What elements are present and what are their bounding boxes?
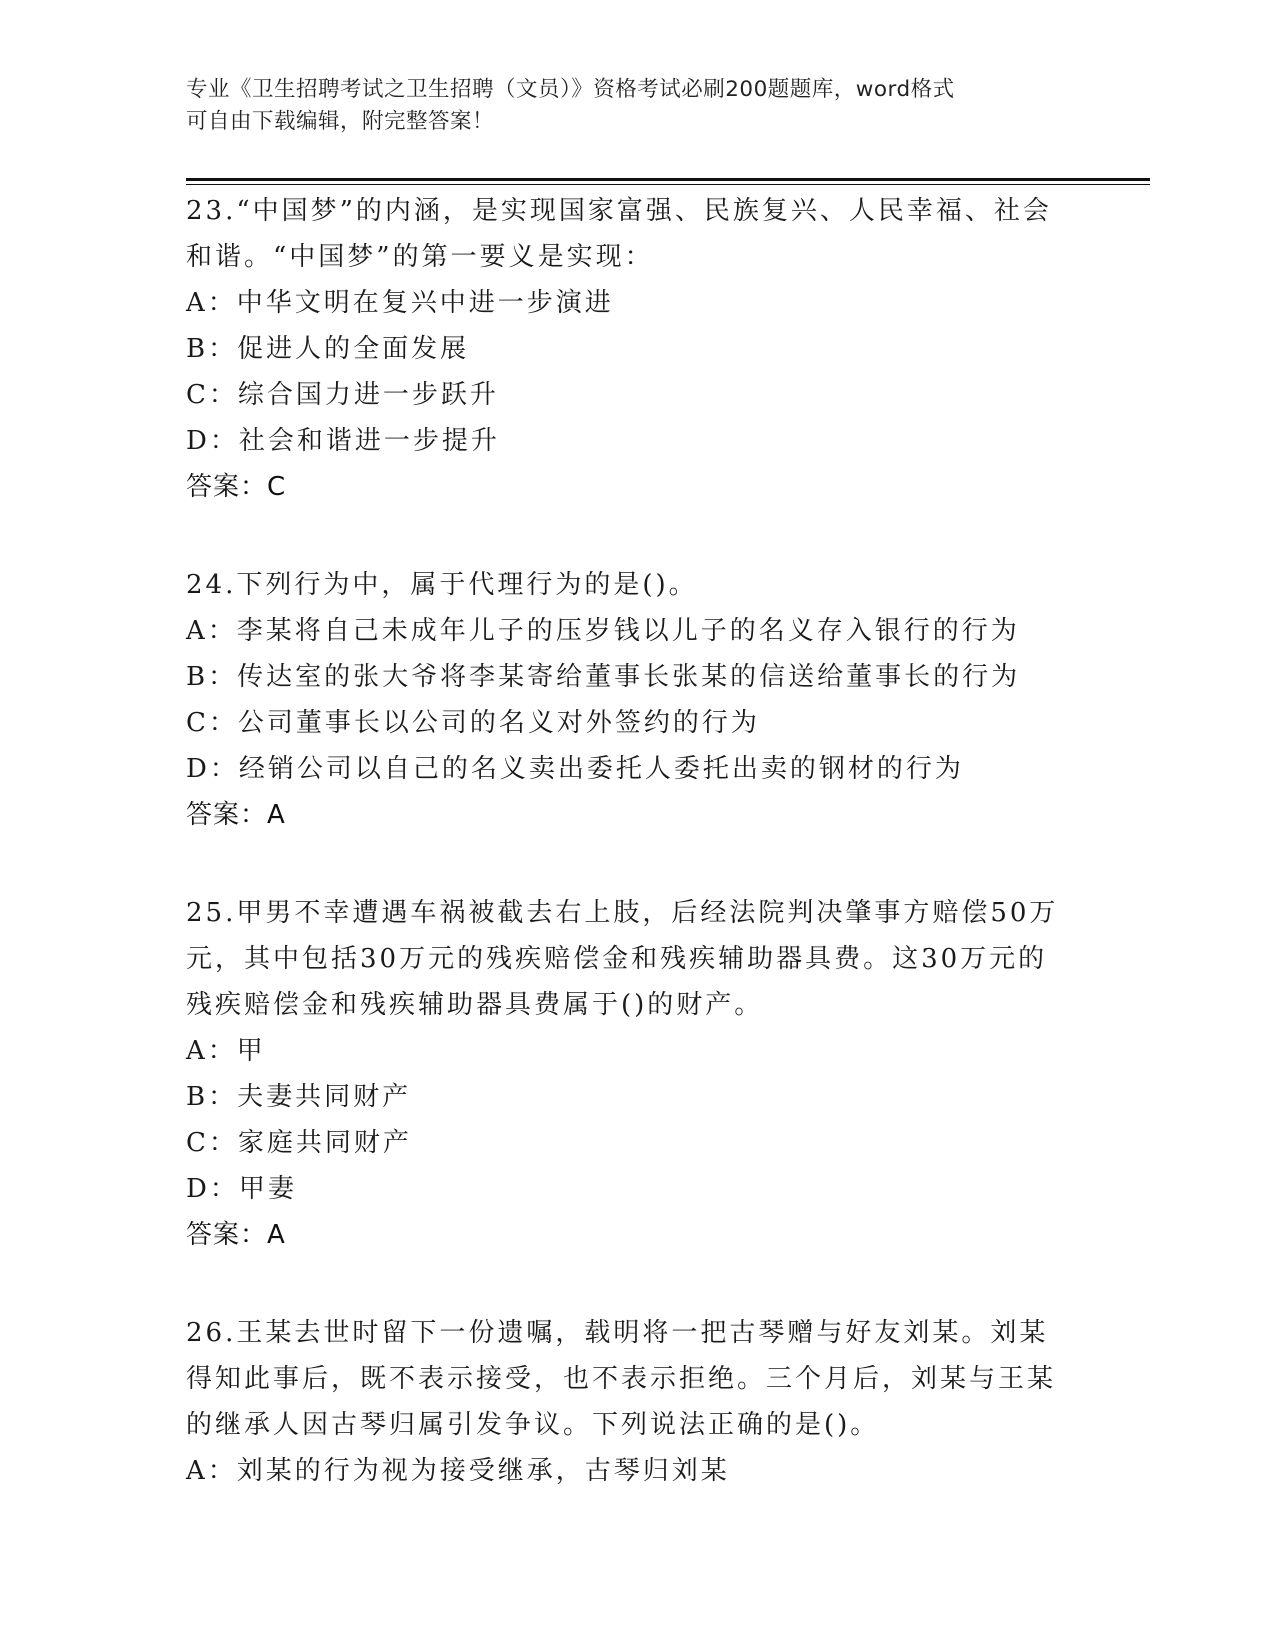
option-c: C：综合国力进一步跃升 (186, 380, 499, 410)
option-b: B：夫妻共同财产 (186, 1082, 412, 1112)
option-d: D：社会和谐进一步提升 (186, 426, 500, 456)
option-b: B：传达室的张大爷将李某寄给董事长张某的信送给董事长的行为 (186, 662, 1021, 692)
question-list (186, 188, 1076, 1546)
question-23 (186, 188, 1076, 510)
option-d: D：经销公司以自己的名义卖出委托人委托出卖的钢材的行为 (186, 754, 964, 784)
option-b: B：促进人的全面发展 (186, 334, 470, 364)
header-rule-thick (186, 178, 1150, 181)
answer-line: 答案：A (186, 800, 286, 830)
answer-line: 答案：C (186, 472, 287, 502)
question-stem: 26.王某去世时留下一份遗嘱，载明将一把古琴赠与好友刘某。刘某得知此事后，既不表示接受，也不表示拒绝。三个月后，刘某与王某的继承人因古琴归属引发争议。下列说法正确的是()。 (186, 1318, 1057, 1440)
header-rule-thin (186, 184, 1150, 185)
option-a: A：刘某的行为视为接受继承，古琴归刘某 (186, 1456, 730, 1486)
header-line-1: 专业《卫生招聘考试之卫生招聘（文员）》资格考试必刷200题题库，word格式 (186, 77, 955, 102)
option-a: A：李某将自己未成年儿子的压岁钱以儿子的名义存入银行的行为 (186, 616, 1020, 646)
question-24 (186, 562, 1076, 838)
option-c: C：家庭共同财产 (186, 1128, 412, 1158)
question-25 (186, 890, 1076, 1258)
question-stem: 23.“中国梦”的内涵，是实现国家富强、民族复兴、人民幸福、社会和谐。“中国梦”的第一要义是实现： (186, 196, 1052, 272)
document-header-note (186, 74, 1066, 138)
question-26 (186, 1310, 1076, 1494)
question-stem: 25.甲男不幸遭遇车祸被截去右上肢，后经法院判决肇事方赔偿50万元，其中包括30万元的残疾赔偿金和残疾辅助器具费。这30万元的残疾赔偿金和残疾辅助器具费属于()的财产。 (186, 898, 1059, 1020)
option-a: A：甲 (186, 1036, 266, 1066)
option-d: D：甲妻 (186, 1174, 297, 1204)
option-a: A：中华文明在复兴中进一步演进 (186, 288, 614, 318)
question-stem: 24.下列行为中，属于代理行为的是()。 (186, 570, 698, 600)
answer-line: 答案：A (186, 1220, 286, 1250)
header-line-2: 可自由下载编辑，附完整答案！ (186, 109, 495, 134)
option-c: C：公司董事长以公司的名义对外签约的行为 (186, 708, 760, 738)
